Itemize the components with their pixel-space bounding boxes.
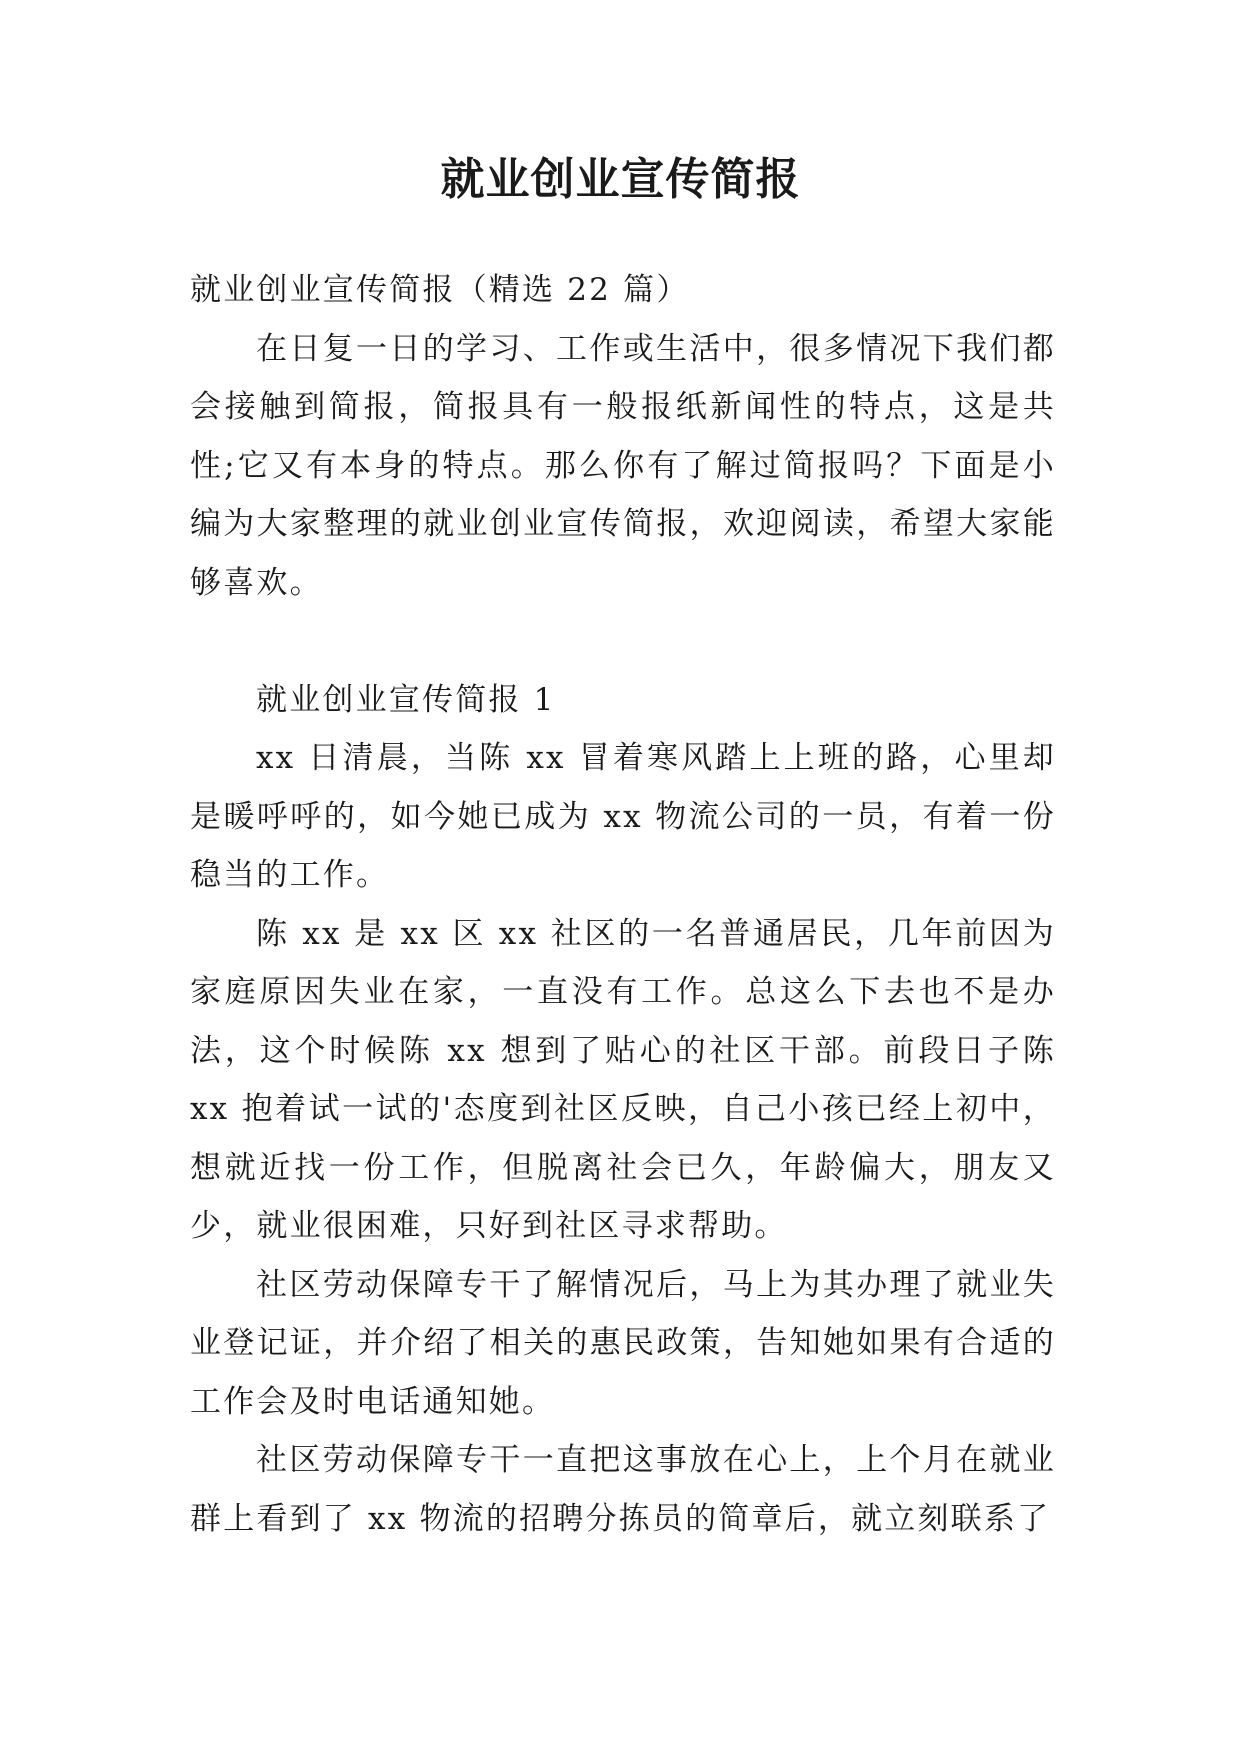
intro-paragraph: 在日复一日的学习、工作或生活中，很多情况下我们都会接触到简报，简报具有一般报纸新闻性的特点，这是共性;它又有本身的特点。那么你有了解过简报吗？下面是小编为大家整理的就业创业宣传简报，欢迎阅读，希望大家能够喜欢。	[190, 330, 1056, 601]
document-title: 就业创业宣传简报	[440, 154, 801, 205]
body-paragraph: 陈 xx 是 xx 区 xx 社区的一名普通居民，几年前因为家庭原因失业在家，一直没有工作。总这么下去也不是办法，这个时候陈 xx 想到了贴心的社区干部。前段日子陈 xx 抱着试一试的'态度到社区反映，自己小孩已经上初中，想就近找一份工作，但脱离社会已久，年龄偏大，朋友又少，就业很困难，只好到社区寻求帮助。	[190, 915, 1056, 1244]
body-paragraph: 社区劳动保障专干一直把这事放在心上，上个月在就业群上看到了 xx 物流的招聘分拣员的简章后，就立刻联系了	[190, 1442, 1056, 1537]
body-paragraph: xx 日清晨，当陈 xx 冒着寒风踏上上班的路，心里却是暖呼呼的，如今她已成为 xx 物流公司的一员，有着一份稳当的工作。	[190, 740, 1056, 893]
section-spacer	[190, 612, 1056, 671]
document-body	[190, 261, 1056, 1548]
body-paragraph: 社区劳动保障专干了解情况后，马上为其办理了就业失业登记证，并介绍了相关的惠民政策，告知她如果有合适的工作会及时电话通知她。	[190, 1266, 1056, 1420]
document-subtitle: 就业创业宣传简报（精选 22 篇）	[190, 272, 690, 308]
section-heading: 就业创业宣传简报 1	[256, 681, 556, 718]
